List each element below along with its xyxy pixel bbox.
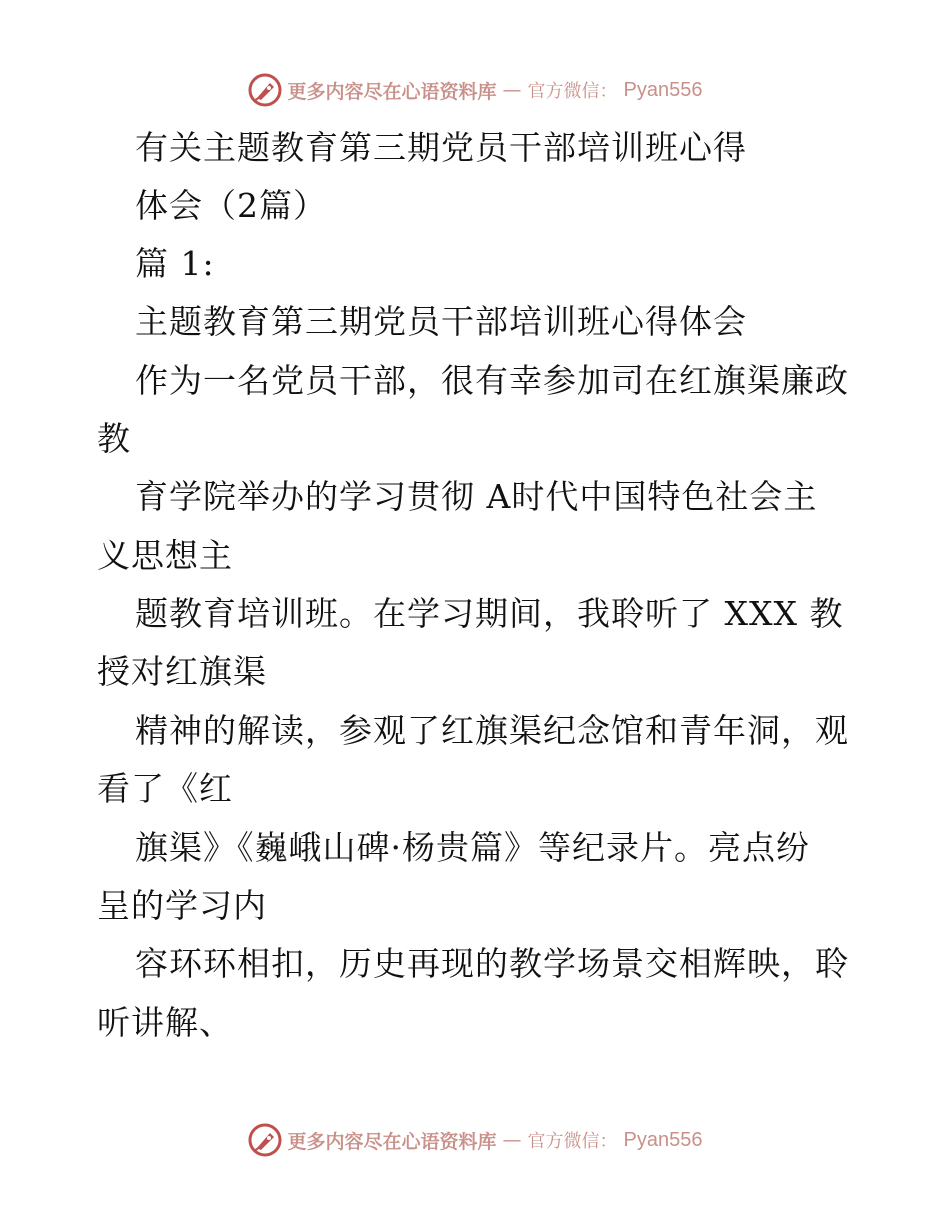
paragraph-line: 听讲解、 (97, 1003, 233, 1042)
paragraph-line: 呈的学习内 (97, 886, 267, 925)
paragraph-line: 义思想主 (97, 536, 233, 575)
paragraph-line: 授对红旗渠 (97, 652, 267, 691)
banner-separator: — (502, 1129, 522, 1151)
paragraph-line: 旗渠》《巍峨山碑·杨贵篇》等纪录片。亮点纷 (135, 828, 810, 867)
paragraph-line: 作为一名党员干部，很有幸参加司在红旗渠廉政 (135, 361, 849, 400)
banner-wechat-label: 官方微信： (527, 81, 618, 102)
paragraph-line: 精神的解读，参观了红旗渠纪念馆和青年洞，观 (135, 711, 849, 750)
paragraph-line: 教 (97, 419, 131, 458)
pen-nib-circle-icon (248, 1123, 282, 1157)
pen-nib-circle-icon (248, 73, 282, 107)
section-title: 主题教育第三期党员干部培训班心得体会 (135, 302, 747, 341)
banner-separator: — (502, 79, 522, 101)
paragraph-line: 题教育培训班。在学习期间，我聆听了 XXX 教 (135, 594, 844, 633)
paragraph-line: 容环环相扣，历史再现的教学场景交相辉映，聆 (135, 944, 849, 983)
paragraph-line: 育学院举办的学习贯彻 A时代中国特色社会主 (135, 477, 818, 516)
footer-banner (0, 1120, 950, 1160)
banner-wechat-id: Pyan556 (623, 1128, 703, 1151)
banner-slogan: 更多内容尽在心语资料库 (287, 80, 497, 103)
footer-banner-content (248, 1123, 703, 1157)
banner-slogan: 更多内容尽在心语资料库 (287, 1130, 497, 1153)
paragraph-line: 看了《红 (97, 769, 233, 808)
document-title-line-2: 体会（2篇） (135, 186, 327, 225)
section-heading: 篇 1: (135, 244, 215, 283)
header-banner (0, 70, 950, 110)
banner-wechat-label: 官方微信： (527, 1131, 618, 1152)
document-title-line-1: 有关主题教育第三期党员干部培训班心得 (135, 128, 747, 167)
banner-wechat-id: Pyan556 (623, 78, 703, 101)
header-banner-content (248, 73, 703, 107)
